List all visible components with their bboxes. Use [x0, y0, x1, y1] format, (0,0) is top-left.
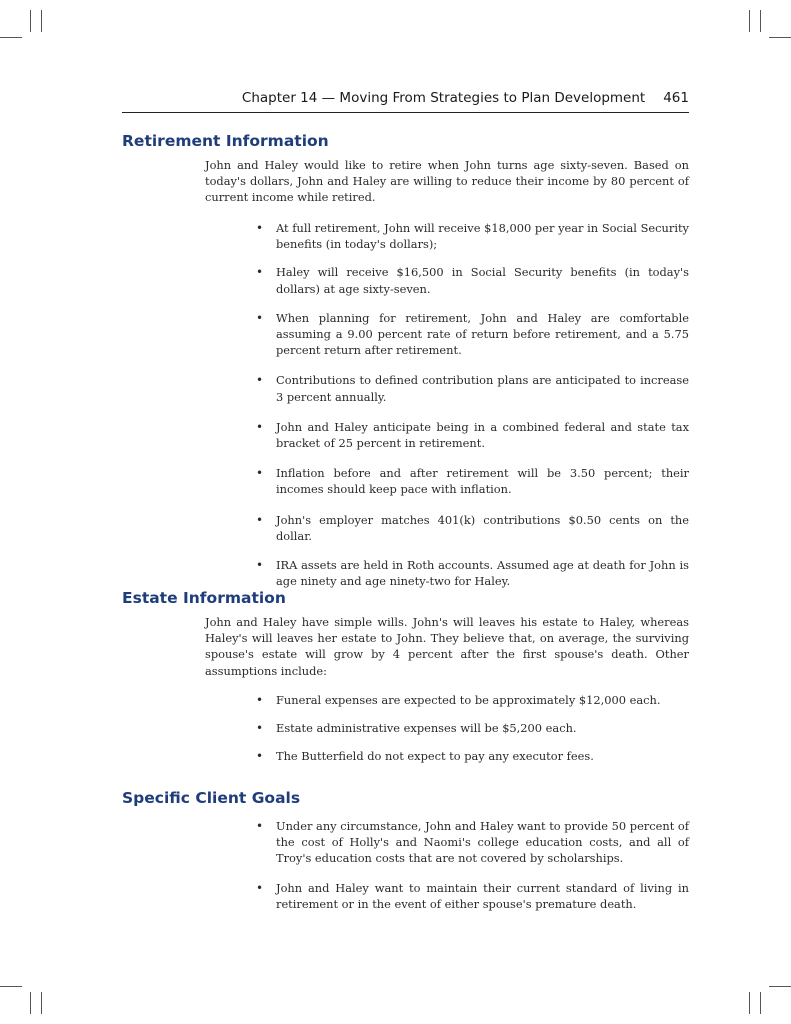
chapter-title: Chapter 14 — Moving From Strategies to Plan Development [241, 90, 646, 106]
crop-mark [769, 37, 791, 38]
list-item: • Haley will receive $16,500 in Social Security benefits (in today's dollars) at age sixty-seven. [260, 264, 689, 296]
list-item: • John and Haley anticipate being in a combined federal and state tax bracket of 25 percent in retirement. [260, 419, 689, 451]
goals-bullet-list [260, 818, 689, 912]
list-item: • Contributions to defined contribution plans are anticipated to increase 3 percent annually. [260, 372, 689, 404]
crop-mark [0, 986, 22, 987]
crop-mark [769, 986, 791, 987]
crop-mark [30, 992, 31, 1014]
retirement-intro: John and Haley would like to retire when John turns age sixty-seven. Based on today's dollars, John and Haley are willing to reduce their income by 80 percent of current income while retired. [205, 158, 689, 205]
list-item: • John and Haley want to maintain their current standard of living in retirement or in the event of either spouse's premature death. [260, 880, 689, 912]
crop-mark [760, 10, 761, 32]
page-number: 461 [663, 90, 689, 106]
retirement-section-title: Retirement Information [122, 132, 329, 150]
list-item: • John's employer matches 401(k) contributions $0.50 cents on the dollar. [260, 512, 689, 544]
crop-mark [749, 992, 750, 1014]
list-item: • At full retirement, John will receive $18,000 per year in Social Security benefits (in today's dollars); [260, 220, 689, 252]
list-item: • Estate administrative expenses will be $5,200 each. [260, 720, 689, 736]
list-item: • Under any circumstance, John and Haley want to provide 50 percent of the cost of Holly's and Naomi's college education costs, and all of Troy's education costs that are not covered by scholarships. [260, 818, 689, 867]
list-item: • Funeral expenses are expected to be approximately $12,000 each. [260, 692, 689, 708]
crop-mark [41, 10, 42, 32]
list-item: • IRA assets are held in Roth accounts. Assumed age at death for John is age ninety and age ninety-two for Haley. [260, 557, 689, 589]
crop-mark [760, 992, 761, 1014]
estate-section-title: Estate Information [122, 589, 286, 607]
list-item: • Inflation before and after retirement will be 3.50 percent; their incomes should keep pace with inflation. [260, 465, 689, 497]
estate-bullet-list [260, 692, 689, 765]
list-item: • The Butterfield do not expect to pay any executor fees. [260, 748, 689, 764]
crop-mark [41, 992, 42, 1014]
crop-mark [749, 10, 750, 32]
estate-intro: John and Haley have simple wills. John's will leaves his estate to Haley, whereas Haley's will leaves her estate to John. They believe that, on average, the surviving spouse's estate will grow by 4 percent after the first spouse's death. Other assumptions include: [205, 615, 689, 678]
running-header [122, 90, 689, 113]
list-item: • When planning for retirement, John and Haley are comfortable assuming a 9.00 percent rate of return before retirement, and a 5.75 percent return after retirement. [260, 310, 689, 359]
goals-section-title: Specific Client Goals [122, 789, 301, 807]
retirement-bullet-list [260, 220, 689, 589]
crop-mark [30, 10, 31, 32]
crop-mark [0, 37, 22, 38]
